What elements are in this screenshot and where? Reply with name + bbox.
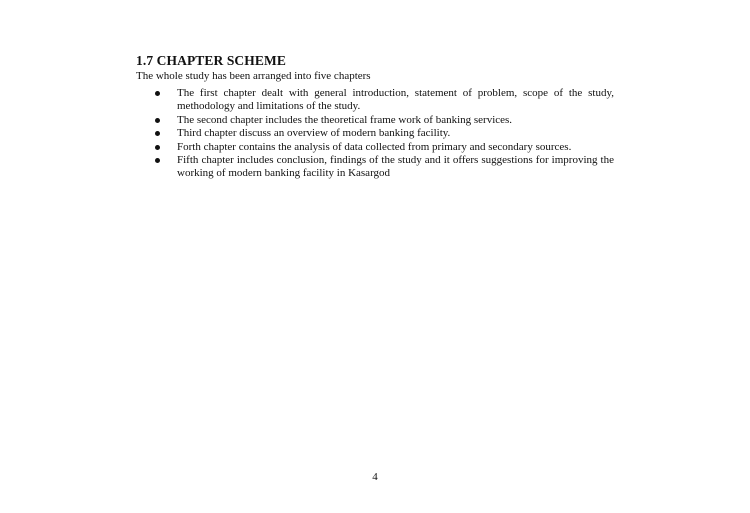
list-item-text: Forth chapter contains the analysis of data collected from primary and secondary sources. (177, 140, 572, 153)
list-item-text: The second chapter includes the theoretical frame work of banking services. (177, 113, 513, 126)
list-item (150, 114, 614, 127)
section-heading: 1.7 CHAPTER SCHEME (136, 53, 286, 68)
list-item-text: Third chapter discuss an overview of modern banking facility. (177, 127, 451, 140)
bullet-icon (155, 131, 160, 136)
list-item (150, 141, 614, 154)
section-intro: The whole study has been arranged into five chapters (136, 70, 371, 82)
list-item-text: The first chapter dealt with general introduction, statement of problem, scope of the study, methodology and limitations of the study. (177, 87, 614, 113)
bullet-icon (155, 145, 160, 150)
list-item (150, 154, 614, 181)
bullet-icon (155, 158, 160, 163)
chapter-list (150, 87, 614, 181)
list-item-text: Fifth chapter includes conclusion, findings of the study and it offers suggestions for improving the working of modern banking facility in Kasargod (177, 154, 614, 180)
bullet-icon (155, 91, 160, 96)
list-item (150, 87, 614, 114)
page-number: 4 (372, 471, 378, 483)
bullet-icon (155, 118, 160, 123)
list-item (150, 127, 614, 140)
